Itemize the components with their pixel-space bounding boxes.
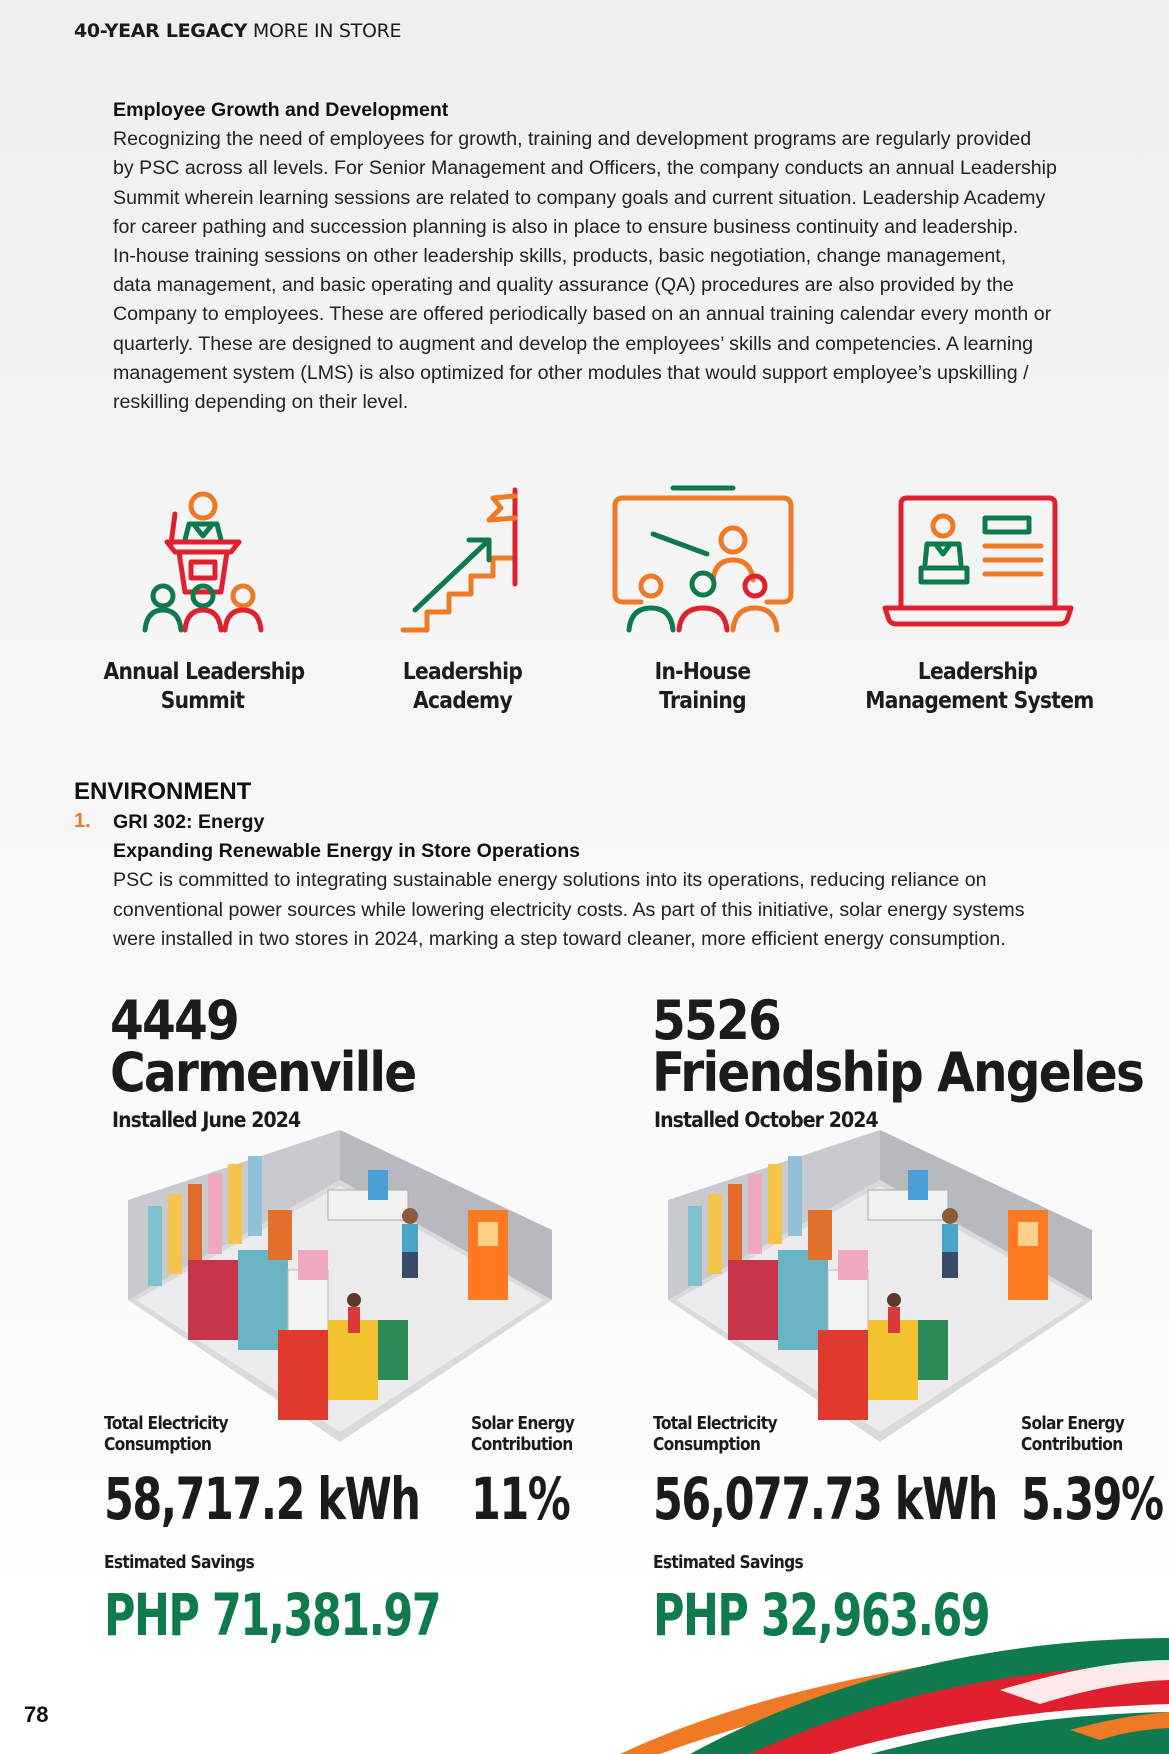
podium-audience-icon: [133, 484, 273, 634]
store-installed-date: Installed June 2024: [112, 1108, 301, 1132]
label-line: Total Electricity: [653, 1413, 777, 1434]
program-label-line: Leadership: [402, 659, 523, 685]
store-installed-date: Installed October 2024: [654, 1108, 878, 1132]
header-tagline: MORE IN STORE: [252, 20, 402, 42]
program-leadership-academy: [350, 484, 575, 716]
growth-title: Employee Growth and Development: [113, 99, 449, 121]
environment-heading: ENVIRONMENT: [74, 778, 252, 805]
program-annual-leadership-summit: [90, 484, 315, 716]
stairs-flag-icon: [393, 484, 533, 634]
label-line: Consumption: [104, 1434, 212, 1455]
program-label: [103, 658, 305, 716]
savings-label: Estimated Savings: [104, 1552, 255, 1573]
solar-label: [1021, 1413, 1124, 1455]
label-line: Contribution: [1021, 1434, 1123, 1455]
environment-section: [113, 808, 1123, 954]
growth-line: Company to employees. These are offered periodically based on an annual training calendar every month or: [113, 303, 1052, 326]
growth-line: Summit wherein learning sessions are related to company goals and current situation. Leadership Academy: [113, 186, 1046, 209]
label-line: Total Electricity: [104, 1413, 228, 1434]
store-number: 4449: [110, 989, 239, 1052]
consumption-value: 56,077.73 kWh: [653, 1465, 997, 1533]
savings-value: PHP 32,963.69: [653, 1581, 990, 1649]
consumption-label: [653, 1413, 777, 1455]
program-label: [364, 658, 562, 716]
growth-line: data management, and basic operating and quality assurance (QA) procedures are also provided by the: [113, 274, 1014, 297]
page-header: [74, 20, 401, 42]
growth-line: In-house training sessions on other leadership skills, products, basic negotiation, change management,: [113, 245, 1007, 268]
savings-value: PHP 71,381.97: [104, 1581, 441, 1649]
environment-item-title: GRI 302: Energy: [113, 811, 265, 833]
growth-line: by PSC across all levels. For Senior Management and Officers, the company conducts an annual Leadership: [113, 157, 1057, 180]
program-label-line: Annual Leadership: [103, 659, 305, 685]
page-number: 78: [24, 1702, 49, 1727]
presentation-board-icon: [611, 484, 795, 634]
environment-subtitle: Expanding Renewable Energy in Store Operations: [113, 840, 581, 863]
program-label-line: In-House: [654, 659, 751, 685]
store-illustration-carmenville: [128, 1130, 552, 1442]
consumption-label: [104, 1413, 228, 1455]
solar-value: 5.39%: [1021, 1465, 1163, 1533]
solar-label: [471, 1413, 574, 1455]
solar-value: 11%: [471, 1465, 570, 1533]
environment-line: were installed in two stores in 2024, marking a step toward cleaner, more efficient energy consumption.: [113, 927, 1006, 950]
growth-line: for career pathing and succession planning is also in place to ensure business continuity and leadership.: [113, 215, 1019, 238]
store-illustration-friendship-angeles: [668, 1130, 1092, 1442]
growth-section: [113, 96, 1123, 417]
environment-item-number: 1.: [74, 810, 91, 832]
program-label: [865, 658, 1094, 716]
header-brand: 40-YEAR LEGACY: [74, 20, 248, 42]
program-in-house-training: [590, 484, 815, 716]
label-line: Consumption: [653, 1434, 761, 1455]
growth-line: management system (LMS) is also optimized for other modules that would support employee’s upskilling /: [113, 361, 1029, 384]
savings-label: Estimated Savings: [653, 1552, 804, 1573]
growth-line: Recognizing the need of employees for growth, training and development programs are regularly provided: [113, 128, 1032, 151]
growth-line: quarterly. These are designed to augment and develop the employees’ skills and competencies. A learning: [113, 332, 1034, 355]
label-line: Solar Energy: [471, 1413, 575, 1434]
program-label-line: Summit: [160, 688, 245, 714]
label-line: Solar Energy: [1021, 1413, 1125, 1434]
store-name: Friendship Angeles: [652, 1041, 1144, 1104]
growth-line: reskilling depending on their level.: [113, 391, 409, 414]
program-label: [604, 658, 802, 716]
program-label-line: Academy: [413, 688, 512, 714]
consumption-value: 58,717.2 kWh: [104, 1465, 420, 1533]
environment-line: PSC is committed to integrating sustainable energy solutions into its operations, reducing reliance on: [113, 869, 987, 892]
label-line: Contribution: [471, 1434, 573, 1455]
program-label-line: Leadership: [917, 659, 1038, 685]
brand-stripes-decoration: [600, 1620, 1169, 1754]
environment-line: conventional power sources while lowering electricity costs. As part of this initiative, solar energy systems: [113, 898, 1025, 921]
program-label-line: Management System: [865, 688, 1094, 714]
store-number: 5526: [652, 989, 781, 1052]
laptop-profile-icon: [881, 484, 1075, 634]
store-name: Carmenville: [110, 1041, 416, 1104]
program-leadership-management-system: [850, 484, 1105, 716]
program-label-line: Training: [659, 688, 746, 714]
